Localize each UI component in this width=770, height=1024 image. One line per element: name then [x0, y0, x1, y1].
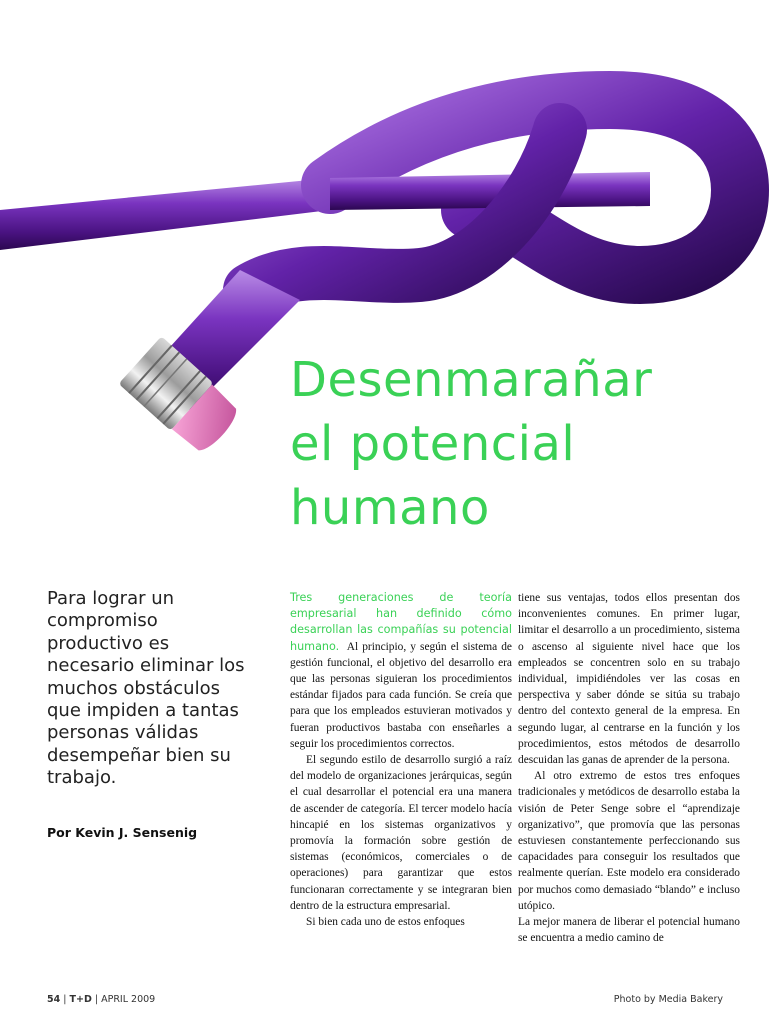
paragraph: El segundo estilo de desarrollo surgió a raíz del modelo de organizaciones jerárquicas, según el cual desarrollar el potencial era una manera de ascender de categoría. El tercer modelo hacía hincapié en los sistemas organizativos y promovía la formación sobre gestión de sistemas (económicos, comerciales o de operaciones) para garantizar que estos funcionaran correctamente y se integraran bien dentro de la estructura empresarial. — [290, 754, 512, 912]
title-line: humano — [290, 480, 490, 536]
text-column-2 — [518, 590, 740, 946]
paragraph: La mejor manera de liberar el potencial humano se encuentra a medio camino de — [518, 916, 740, 945]
magazine-name: T+D — [69, 994, 92, 1005]
paragraph: Al otro extremo de estos tres enfoques tradicionales y metódicos de desarrollo estaba la visión de Peter Senge sobre el “aprendizaje organizativo”, que promovía que las personas estuviesen constantemente perfeccionando sus capacidades para conseguir los resultados que realmente querían. Este modelo era considerado por muchos como demasiado “blando” e incluso utópico. — [518, 770, 740, 912]
footer-separator: | — [63, 994, 70, 1005]
paragraph-text: Al principio, y según el sistema de gestión funcional, el objetivo del desarrollo era que las personas siguieran los procedimientos estándar fijados para cada función. Se creía que para que los empleados estuvieran motivados y fueran productivos bastaba con enseñarles a seguir los procedimientos correctos. — [290, 640, 512, 750]
title-line: Desenmarañar — [290, 352, 653, 408]
lead-text: Tres generaciones de teoría empresarial han definido cómo desarrollan las compañías su potencial humano. — [290, 591, 512, 653]
page-footer — [47, 994, 155, 1005]
page-number: 54 — [47, 994, 61, 1005]
paragraph — [290, 590, 512, 752]
byline: Por Kevin J. Sensenig — [47, 825, 198, 840]
article-title — [290, 348, 760, 540]
footer-separator: | — [94, 994, 102, 1005]
paragraph: Si bien cada uno de estos enfoques — [306, 916, 465, 929]
article-deck: Para lograr un compromiso productivo es necesario eliminar los muchos obstáculos que impiden a tantas personas válidas desempeñar bien su trabajo. — [47, 588, 245, 789]
text-column-1 — [290, 590, 512, 930]
paragraph: tiene sus ventajas, todos ellos presentan dos inconvenientes comunes. En primer lugar, limitar el desarrollo a un procedimiento, sistema o ascenso al siguiente nivel hace que los empleados se concentren solo en su trabajo individual, impidiéndoles ver las cosas en perspectiva y saber dónde se sitúa su trabajo dentro del contexto general de la empresa. En segundo lugar, al centrarse en la función y los procedimientos, estos métodos de desarrollo descuidan las ganas de aprender de la persona. — [518, 592, 740, 767]
title-line: el potencial — [290, 416, 576, 472]
issue-date: APRIL 2009 — [101, 994, 156, 1005]
photo-credit: Photo by Media Bakery — [613, 994, 723, 1005]
